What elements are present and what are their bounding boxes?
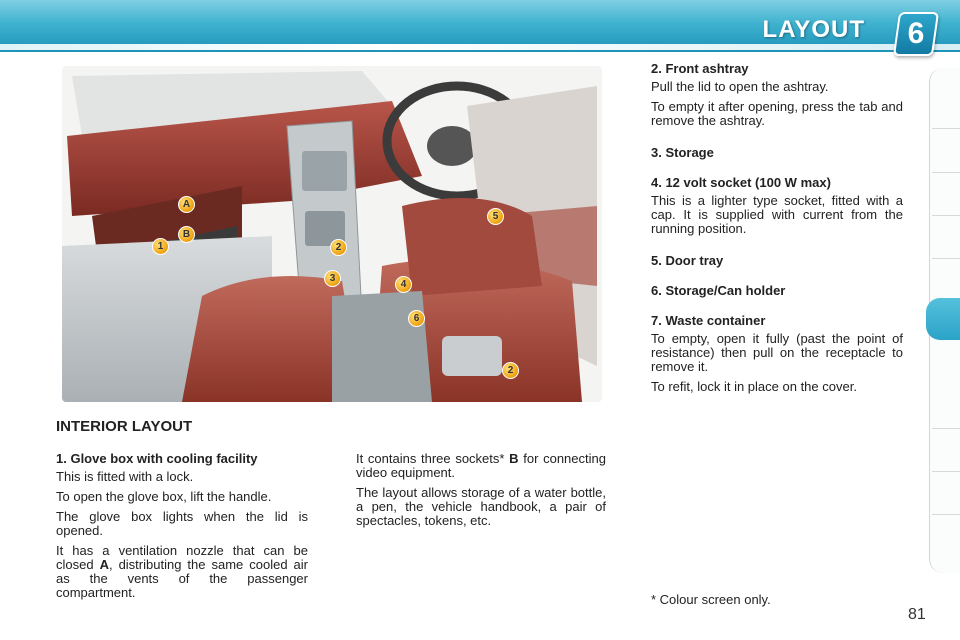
marker-5: 5 (487, 208, 504, 225)
text-run: for connecting video equipment. (356, 451, 606, 480)
paragraph: To open the glove box, lift the handle. (56, 489, 272, 504)
footnote: * Colour screen only. (651, 592, 771, 607)
section-title: INTERIOR LAYOUT (56, 418, 193, 435)
header-strip (0, 44, 960, 50)
marker-6: 6 (408, 310, 425, 327)
item-heading: 5. Door tray (651, 253, 724, 268)
text-run: , distributing the same cooled air as the vents of the passenger compartment. (56, 557, 308, 600)
tab-divider (932, 471, 960, 472)
paragraph: To empty, open it fully (past the point of resistance) then pull on the receptacle to remove it. (651, 331, 903, 374)
paragraph: To refit, lock it in place on the cover. (651, 379, 857, 394)
marker-3: 3 (324, 270, 341, 287)
page-number: 81 (908, 606, 926, 623)
paragraph: This is a lighter type socket, fitted with a cap. It is supplied with current from the running position. (651, 193, 903, 236)
item-heading: 2. Front ashtray (651, 61, 749, 76)
tab-divider (932, 514, 960, 515)
text-run: It contains three sockets* (356, 451, 505, 466)
marker-B: B (178, 226, 195, 243)
paragraph: Pull the lid to open the ashtray. (651, 79, 829, 94)
marker-2-ashtray: 2 (330, 239, 347, 256)
right-column (651, 62, 903, 400)
active-chapter-tab[interactable] (926, 298, 960, 340)
ref-letter-A: A (99, 557, 109, 572)
text-run: It has a ventilation nozzle that can be closed (56, 543, 308, 572)
paragraph (356, 452, 606, 480)
interior-drawing (62, 66, 602, 402)
chapter-number: 6 (907, 17, 925, 50)
tab-divider (932, 258, 960, 259)
item-heading: 4. 12 volt socket (100 W max) (651, 175, 831, 190)
marker-A: A (178, 196, 195, 213)
ref-letter-B: B (509, 451, 519, 466)
interior-illustration (62, 66, 602, 402)
paragraph: To empty it after opening, press the tab and remove the ashtray. (651, 99, 903, 128)
marker-2-waste: 2 (502, 362, 519, 379)
marker-4: 4 (395, 276, 412, 293)
tab-divider (932, 172, 960, 173)
glove-box-continued (356, 452, 606, 534)
tab-divider (932, 428, 960, 429)
glove-box-section (56, 452, 308, 606)
paragraph: The glove box lights when the lid is opened. (56, 509, 308, 538)
tab-divider (932, 215, 960, 216)
tab-divider (932, 128, 960, 129)
item-heading: 7. Waste container (651, 313, 766, 328)
marker-1: 1 (152, 238, 169, 255)
item-heading: 1. Glove box with cooling facility (56, 451, 258, 466)
item-heading: 6. Storage/Can holder (651, 283, 786, 298)
paragraph: This is fitted with a lock. (56, 469, 194, 484)
paragraph: The layout allows storage of a water bottle, a pen, the vehicle handbook, a pair of spectacles, tokens, etc. (356, 485, 606, 528)
item-heading: 3. Storage (651, 145, 714, 160)
chapter-badge (893, 12, 939, 56)
paragraph (56, 544, 308, 600)
page-title: LAYOUT (762, 16, 865, 43)
